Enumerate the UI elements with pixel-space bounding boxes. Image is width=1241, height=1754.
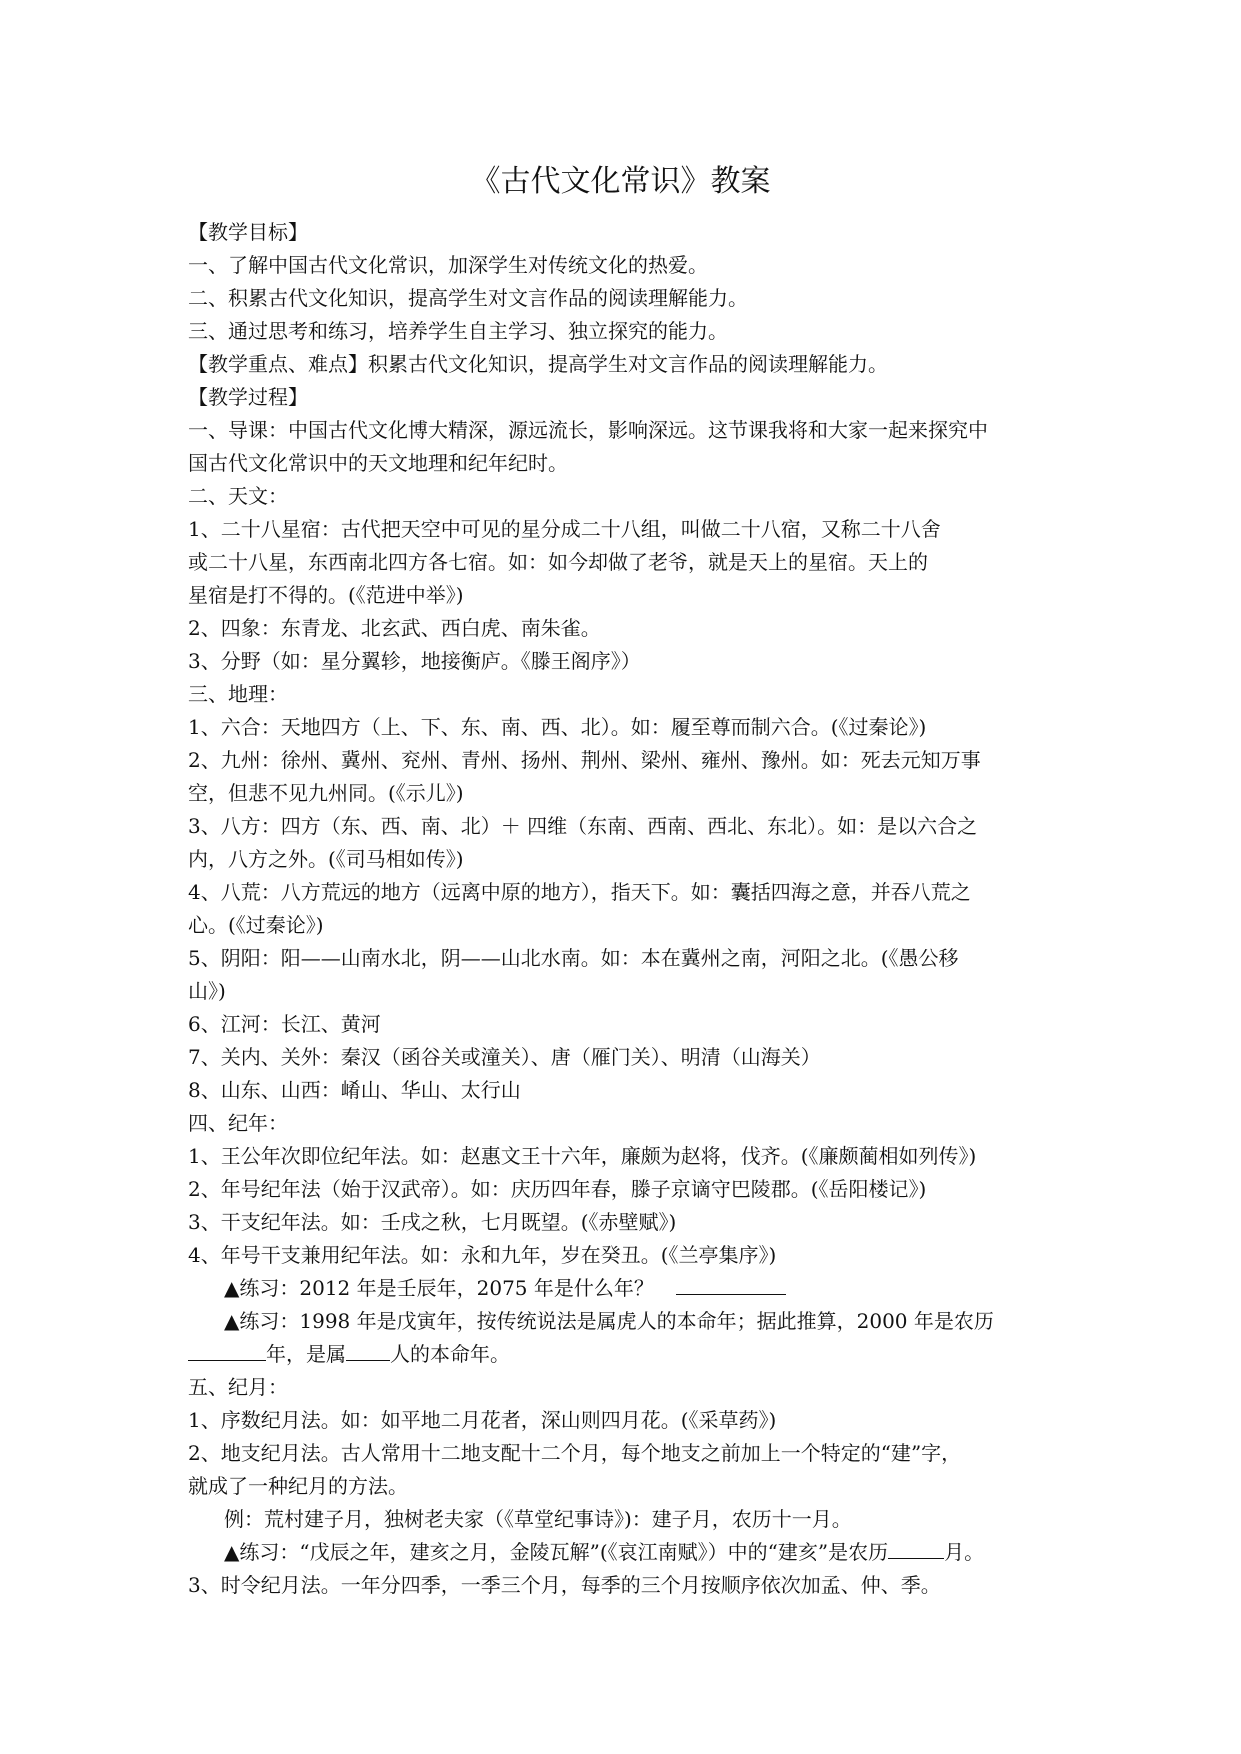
objective-3: 三、通过思考和练习，培养学生自主学习、独立探究的能力。 — [188, 319, 728, 343]
geography-item-3-line-2: 内，八方之外。(《司马相如传》) — [188, 847, 464, 871]
geography-item-5-line-1: 5、阴阳：阳——山南水北，阴——山北水南。如：本在冀州之南，河阳之北。(《愚公移 — [188, 946, 959, 970]
geography-item-8: 8、山东、山西：崤山、华山、太行山 — [188, 1078, 521, 1102]
geography-item-7: 7、关内、关外：秦汉（函谷关或潼关）、唐（雁门关）、明清（山海关） — [188, 1045, 821, 1069]
month-item-2-line-2: 就成了一种纪月的方法。 — [188, 1474, 408, 1498]
heading-geography: 三、地理： — [188, 682, 288, 706]
exercise-2-line-2 — [188, 1338, 1088, 1371]
answer-blank[interactable] — [346, 1338, 390, 1361]
exercise-3-text-b: 月。 — [944, 1540, 985, 1564]
exercise-1-text: ▲练习：2012 年是壬辰年，2075 年是什么年？ — [224, 1276, 654, 1300]
objective-2: 二、积累古代文化知识，提高学生对文言作品的阅读理解能力。 — [188, 286, 748, 310]
month-item-1: 1、序数纪月法。如：如平地二月花者，深山则四月花。(《采草药》) — [188, 1408, 777, 1432]
section-heading-objectives: 【教学目标】 — [188, 220, 308, 244]
geography-item-4-line-2: 心。(《过秦论》) — [188, 913, 324, 937]
intro-line-1: 一、导课：中国古代文化博大精深，源远流长，影响深远。这节课我将和大家一起来探究中 — [188, 418, 988, 442]
year-item-2: 2、年号纪年法（始于汉武帝）。如：庆历四年春，滕子京谪守巴陵郡。(《岳阳楼记》) — [188, 1177, 927, 1201]
astronomy-item-1-line-3: 星宿是打不得的。(《范进中举》) — [188, 583, 464, 607]
exercise-3 — [188, 1536, 1088, 1569]
exercise-3-text-a: ▲练习：“戊辰之年，建亥之月，金陵瓦解”(《哀江南赋》）中的“建亥”是农历 — [224, 1540, 889, 1564]
exercise-1 — [188, 1272, 1088, 1305]
year-item-3: 3、干支纪年法。如：壬戌之秋，七月既望。(《赤壁赋》) — [188, 1210, 677, 1234]
heading-year-dating: 四、纪年： — [188, 1111, 288, 1135]
geography-item-1: 1、六合：天地四方（上、下、东、南、西、北）。如：履至尊而制六合。(《过秦论》) — [188, 715, 927, 739]
exercise-2-text-b: 人的本命年。 — [390, 1342, 510, 1366]
month-example: 例：荒村建子月，独树老夫家（《草堂纪事诗》)：建子月，农历十一月。 — [224, 1507, 852, 1531]
document-body — [188, 216, 1088, 1602]
astronomy-item-3: 3、分野（如：星分翼轸，地接衡庐。《滕王阁序》） — [188, 649, 641, 673]
month-item-2-line-1: 2、地支纪月法。古人常用十二地支配十二个月，每个地支之前加上一个特定的“建”字， — [188, 1441, 962, 1465]
geography-item-2-line-1: 2、九州：徐州、冀州、兖州、青州、扬州、荆州、梁州、雍州、豫州。如：死去元知万事 — [188, 748, 981, 772]
exercise-2-line-1: ▲练习：1998 年是戊寅年，按传统说法是属虎人的本命年；据此推算，2000 年是农历 — [224, 1309, 994, 1333]
document-title: 《古代文化常识》教案 — [470, 164, 771, 199]
key-points: 【教学重点、难点】积累古代文化知识，提高学生对文言作品的阅读理解能力。 — [188, 352, 888, 376]
astronomy-item-2: 2、四象：东青龙、北玄武、西白虎、南朱雀。 — [188, 616, 601, 640]
geography-item-3-line-1: 3、八方：四方（东、西、南、北）＋ 四维（东南、西南、西北、东北）。如：是以六合之 — [188, 814, 978, 838]
section-heading-process: 【教学过程】 — [188, 385, 308, 409]
year-item-4: 4、年号干支兼用纪年法。如：永和九年，岁在癸丑。(《兰亭集序》) — [188, 1243, 777, 1267]
heading-month-dating: 五、纪月： — [188, 1375, 288, 1399]
geography-item-6: 6、江河：长江、黄河 — [188, 1012, 381, 1036]
year-item-1: 1、王公年次即位纪年法。如：赵惠文王十六年，廉颇为赵将，伐齐。(《廉颇蔺相如列传》) — [188, 1144, 977, 1168]
heading-astronomy: 二、天文： — [188, 484, 288, 508]
geography-item-5-line-2: 山》) — [188, 979, 226, 1003]
exercise-2-text-a: 年，是属 — [266, 1342, 346, 1366]
intro-line-2: 国古代文化常识中的天文地理和纪年纪时。 — [188, 451, 568, 475]
month-item-3: 3、时令纪月法。一年分四季，一季三个月，每季的三个月按顺序依次加孟、仲、季。 — [188, 1573, 941, 1597]
answer-blank[interactable] — [888, 1536, 944, 1559]
astronomy-item-1-line-2: 或二十八星，东西南北四方各七宿。如：如今却做了老爷，就是天上的星宿。天上的 — [188, 550, 928, 574]
geography-item-4-line-1: 4、八荒：八方荒远的地方（远离中原的地方），指天下。如：囊括四海之意，并吞八荒之 — [188, 880, 971, 904]
objective-1: 一、了解中国古代文化常识，加深学生对传统文化的热爱。 — [188, 253, 708, 277]
answer-blank[interactable] — [188, 1338, 266, 1361]
answer-blank[interactable] — [676, 1272, 786, 1295]
astronomy-item-1-line-1: 1、二十八星宿：古代把天空中可见的星分成二十八组，叫做二十八宿，又称二十八舍 — [188, 517, 941, 541]
geography-item-2-line-2: 空，但悲不见九州同。(《示儿》) — [188, 781, 464, 805]
